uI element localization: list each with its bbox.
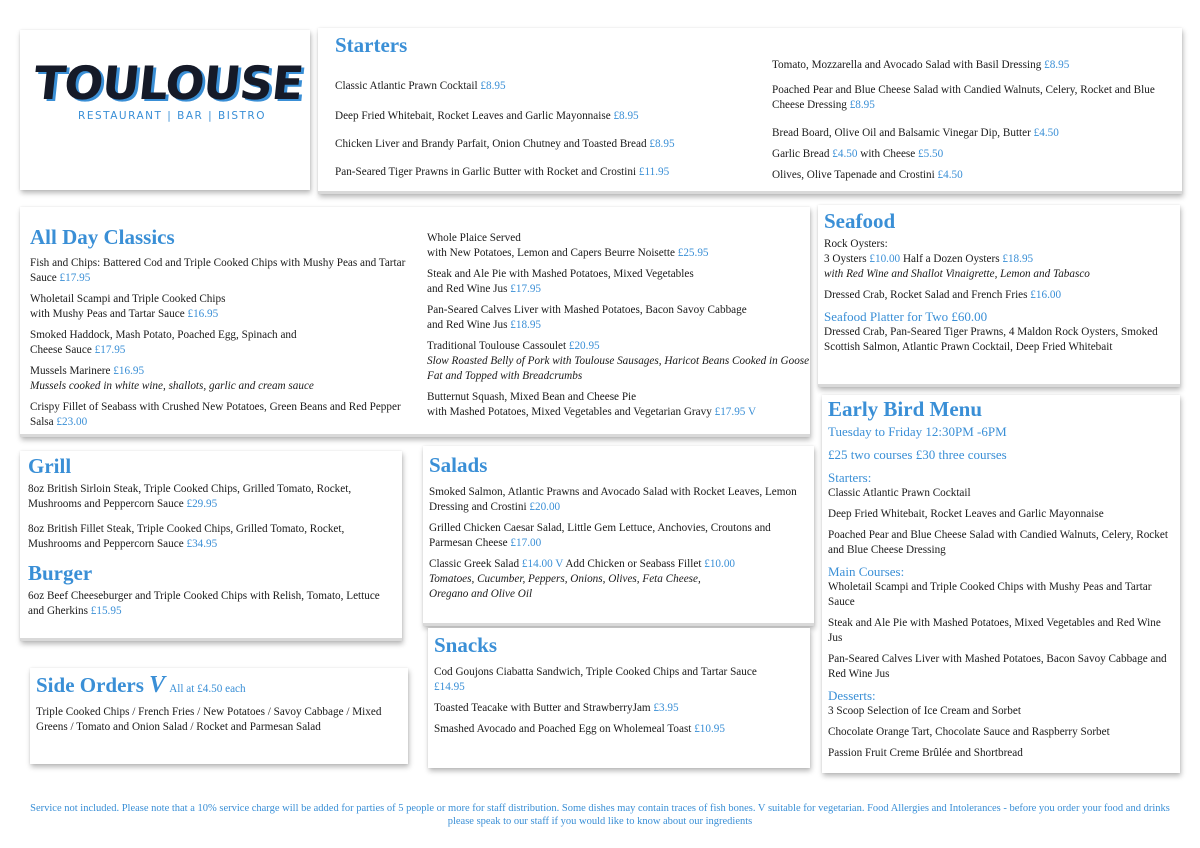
- menu-item: Dressed Crab, Rocket Salad and French Fries £16.00: [824, 289, 1062, 302]
- menu-item: Steak and Ale Pie with Mashed Potatoes, Mixed Vegetables and Red Wine Jus £17.95: [427, 268, 694, 295]
- classics-title: All Day Classics: [30, 225, 175, 249]
- side-orders-heading: [36, 672, 401, 699]
- salads-title: Salads: [429, 453, 488, 477]
- list-item: Deep Fried Whitebait, Rocket Leaves and Garlic Mayonnaise: [828, 508, 1104, 521]
- classics-card: [20, 207, 810, 437]
- menu-item: Garlic Bread £4.50 with Cheese £5.50: [772, 148, 944, 160]
- menu-item: Crispy Fillet of Seabass with Crushed New Potatoes, Green Beans and Red Pepper Salsa £23.00: [30, 401, 401, 428]
- side-orders-list: Triple Cooked Chips / French Fries / New Potatoes / Savoy Cabbage / Mixed Greens / Tomato and Onion Salad / Rocket and Parmesan Salad: [36, 706, 382, 733]
- menu-item: Traditional Toulouse Cassoulet £20.95 Slow Roasted Belly of Pork with Toulouse Sausages, Haricot Beans Cooked in Goose Fat and Topped with Breadcrumbs: [427, 339, 810, 384]
- menu-item: Pan-Seared Tiger Prawns in Garlic Butter with Rocket and Crostini £11.95: [335, 166, 670, 178]
- platter-description: Dressed Crab, Pan-Seared Tiger Prawns, 4 Maldon Rock Oysters, Smoked Scottish Salmon, Atlantic Prawn Cocktail, Deep Fried Whitebait: [824, 326, 1158, 354]
- menu-item: Deep Fried Whitebait, Rocket Leaves and Garlic Mayonnaise £8.95: [335, 110, 639, 122]
- list-item: Chocolate Orange Tart, Chocolate Sauce and Raspberry Sorbet: [828, 726, 1110, 739]
- menu-item: Smoked Salmon, Atlantic Prawns and Avocado Salad with Rocket Leaves, Lemon Dressing and Crostini £20.00: [429, 486, 797, 514]
- item-description: Mussels cooked in white wine, shallots, garlic and cream sauce: [30, 380, 314, 392]
- burger-title: Burger: [28, 561, 93, 586]
- early-bird-prices: £25 two courses £30 three courses: [828, 447, 1007, 463]
- logo-card: [20, 30, 310, 190]
- classics-right-column: [427, 231, 810, 420]
- starters-right-column: [772, 58, 1170, 183]
- list-item: Poached Pear and Blue Cheese Salad with Candied Walnuts, Celery, Rocket and Blue Cheese Dressing: [828, 529, 1168, 557]
- snacks-title: Snacks: [434, 633, 498, 657]
- menu-item: Smoked Haddock, Mash Potato, Poached Egg, Spinach and Cheese Sauce £17.95: [30, 329, 297, 356]
- early-bird-card: [822, 395, 1180, 773]
- seafood-card: [818, 205, 1180, 387]
- menu-item: Classic Atlantic Prawn Cocktail £8.95: [335, 80, 506, 92]
- grill-title: Grill: [28, 454, 72, 478]
- list-item: Classic Atlantic Prawn Cocktail: [828, 487, 971, 500]
- menu-item: Bread Board, Olive Oil and Balsamic Vinegar Dip, Butter £4.50: [772, 127, 1059, 139]
- oysters-label: Rock Oysters:: [824, 238, 888, 251]
- item-description: Tomatoes, Cucumber, Peppers, Onions, Olives, Feta Cheese, Oregano and Olive Oil: [429, 573, 701, 601]
- early-bird-desserts-label: Desserts:: [828, 688, 876, 704]
- list-item: Pan-Seared Calves Liver with Mashed Potatoes, Bacon Savoy Cabbage and Red Wine Jus: [828, 653, 1167, 681]
- menu-item: 8oz British Sirloin Steak, Triple Cooked Chips, Grilled Tomato, Rocket, Mushrooms and Peppercorn Sauce £29.95: [28, 483, 352, 511]
- menu-item: Tomato, Mozzarella and Avocado Salad with Basil Dressing £8.95: [772, 59, 1070, 71]
- logo-tagline: RESTAURANT | BAR | BISTRO: [78, 110, 266, 122]
- menu-item: Toasted Teacake with Butter and StrawberryJam £3.95: [434, 702, 679, 715]
- menu-item: Whole Plaice Served with New Potatoes, Lemon and Capers Beurre Noisette £25.95: [427, 232, 709, 259]
- list-item: 3 Scoop Selection of Ice Cream and Sorbet: [828, 705, 1021, 718]
- menu-item: Fish and Chips: Battered Cod and Triple Cooked Chips with Mushy Peas and Tartar Sauce £17.95: [30, 257, 406, 284]
- snacks-card: [428, 628, 810, 768]
- list-item: Passion Fruit Creme Brûlée and Shortbread: [828, 747, 1023, 760]
- menu-item: Pan-Seared Calves Liver with Mashed Potatoes, Bacon Savoy Cabbage and Red Wine Jus £18.95: [427, 304, 747, 331]
- menu-item: 3 Oysters £10.00 Half a Dozen Oysters £18.95: [824, 253, 1034, 266]
- starters-title: Starters: [335, 33, 408, 57]
- footer-notice: Service not included. Please note that a 10% service charge will be added for parties of 5 people or more for staff distribution. Some dishes may contain traces of fish bones. V suitable for vegetarian. Food Allergies and Intolerances - before you order your food and drinks please speak to our staff if you would like to know about our ingredients: [30, 803, 1170, 827]
- platter-title: Seafood Platter for Two £60.00: [824, 309, 988, 325]
- early-bird-mains-label: Main Courses:: [828, 564, 905, 580]
- logo-wordmark: TOULOUSE: [31, 56, 306, 110]
- side-orders-title: Side Orders: [36, 673, 150, 697]
- vegetarian-mark: V: [149, 672, 166, 698]
- early-bird-starters-label: Starters:: [828, 470, 872, 486]
- menu-item: Classic Greek Salad £14.00 V Add Chicken or Seabass Fillet £10.00 Tomatoes, Cucumber, Peppers, Onions, Olives, Feta Cheese, Oregano and Olive Oil: [429, 558, 735, 601]
- starters-card: [318, 28, 1182, 194]
- menu-item: Butternut Squash, Mixed Bean and Cheese Pie with Mashed Potatoes, Mixed Vegetables and Vegetarian Gravy £17.95 V: [427, 391, 757, 418]
- menu-item: 8oz British Fillet Steak, Triple Cooked Chips, Grilled Tomato, Rocket, Mushrooms and Peppercorn Sauce £34.95: [28, 523, 345, 551]
- grill-card: [20, 451, 402, 641]
- side-orders-note: All at £4.50 each: [169, 683, 246, 695]
- seafood-title: Seafood: [824, 209, 896, 233]
- item-description: Slow Roasted Belly of Pork with Toulouse Sausages, Haricot Beans Cooked in Goose Fat and Topped with Breadcrumbs: [427, 355, 810, 382]
- menu-item: Smashed Avocado and Poached Egg on Wholemeal Toast £10.95: [434, 723, 725, 736]
- menu-item: Wholetail Scampi and Triple Cooked Chips with Mushy Peas and Tartar Sauce £16.95: [30, 293, 226, 320]
- salads-card: [423, 446, 814, 626]
- menu-item: Poached Pear and Blue Cheese Salad with Candied Walnuts, Celery, Rocket and Blue Cheese Dressing £8.95: [772, 84, 1155, 111]
- menu-item: 6oz Beef Cheeseburger and Triple Cooked Chips with Relish, Tomato, Lettuce and Gherkins £15.95: [28, 590, 380, 618]
- menu-item: Cod Goujons Ciabatta Sandwich, Triple Cooked Chips and Tartar Sauce £14.95: [434, 666, 757, 694]
- item-description: with Red Wine and Shallot Vinaigrette, Lemon and Tabasco: [824, 268, 1090, 281]
- list-item: Steak and Ale Pie with Mashed Potatoes, Mixed Vegetables and Red Wine Jus: [828, 617, 1161, 645]
- logo: [20, 30, 310, 122]
- side-orders-card: [30, 668, 408, 764]
- classics-left-column: [30, 256, 415, 430]
- menu-item: Mussels Marinere £16.95 Mussels cooked in white wine, shallots, garlic and cream sauce: [30, 364, 415, 394]
- menu-item: Chicken Liver and Brandy Parfait, Onion Chutney and Toasted Bread £8.95: [335, 138, 675, 150]
- early-bird-time: Tuesday to Friday 12:30PM -6PM: [828, 424, 1007, 440]
- starters-left-column: [335, 79, 755, 180]
- early-bird-title: Early Bird Menu: [828, 397, 983, 421]
- list-item: Wholetail Scampi and Triple Cooked Chips with Mushy Peas and Tartar Sauce: [828, 581, 1152, 609]
- menu-item: Grilled Chicken Caesar Salad, Little Gem Lettuce, Anchovies, Croutons and Parmesan Cheese £17.00: [429, 522, 771, 550]
- menu-item: Olives, Olive Tapenade and Crostini £4.50: [772, 169, 963, 181]
